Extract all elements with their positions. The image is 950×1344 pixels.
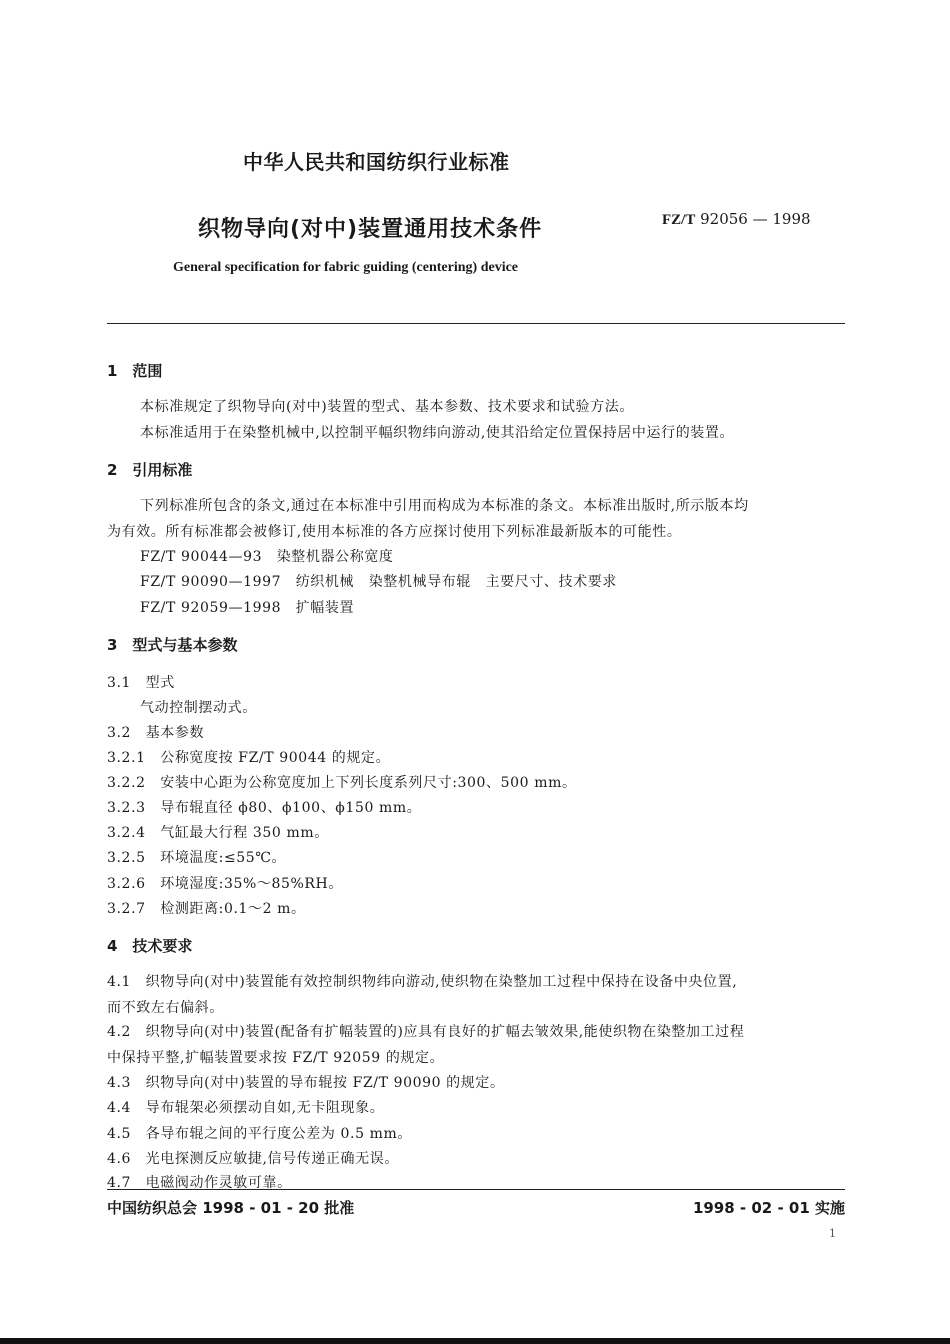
- footer-divider: [107, 1189, 845, 1190]
- clause-4-6: 4.6 光电探测反应敏捷,信号传递正确无误。: [107, 1151, 399, 1167]
- clause-3-1-text: 气动控制摆动式。: [140, 700, 257, 716]
- clause-3-2-3: 3.2.3 导布辊直径 ϕ80、ϕ100、ϕ150 mm。: [107, 800, 422, 816]
- reference-standard-3: FZ/T 92059—1998 扩幅装置: [140, 600, 355, 616]
- clause-4-1-line-1: 4.1 织物导向(对中)装置能有效控制织物纬向游动,使织物在染整加工过程中保持在设备中央位置,: [107, 974, 738, 990]
- reference-standard-2: FZ/T 90090—1997 纺织机械 染整机械导布辊 主要尺寸、技术要求: [140, 574, 617, 590]
- clause-3-2-2: 3.2.2 安装中心距为公称宽度加上下列长度系列尺寸:300、500 mm。: [107, 775, 577, 791]
- section-4-heading: 4 技术要求: [107, 937, 193, 955]
- page-number: 1: [829, 1227, 836, 1240]
- clause-3-2-5: 3.2.5 环境温度:≤55℃。: [107, 850, 287, 866]
- standard-body-title: 中华人民共和国纺织行业标准: [243, 150, 510, 174]
- clause-3-2-7: 3.2.7 检测距离:0.1～2 m。: [107, 901, 306, 917]
- section-2-paragraph-line-2: 为有效。所有标准都会被修订,使用本标准的各方应探讨使用下列标准最新版本的可能性。: [107, 524, 682, 540]
- standard-number: 92056 — 1998: [700, 210, 811, 228]
- clause-4-5: 4.5 各导布辊之间的平行度公差为 0.5 mm。: [107, 1126, 412, 1142]
- effective-date: 1998 - 02 - 01 实施: [692, 1199, 845, 1217]
- clause-3-1: 3.1 型式: [107, 675, 175, 691]
- clause-4-2-line-2: 中保持平整,扩幅装置要求按 FZ/T 92059 的规定。: [107, 1050, 445, 1066]
- clause-3-2-4: 3.2.4 气缸最大行程 350 mm。: [107, 825, 329, 841]
- scan-edge: [0, 1338, 950, 1344]
- clause-3-2-6: 3.2.6 环境湿度:35%～85%RH。: [107, 876, 343, 892]
- document-title-en: General specification for fabric guiding (centering) device: [173, 260, 519, 275]
- clause-4-2-line-1: 4.2 织物导向(对中)装置(配备有扩幅装置的)应具有良好的扩幅去皱效果,能使织物在染整加工过程: [107, 1024, 745, 1040]
- header-divider: [107, 323, 845, 324]
- clause-3-2: 3.2 基本参数: [107, 725, 205, 741]
- section-1-paragraph-2: 本标准适用于在染整机械中,以控制平幅织物纬向游动,使其沿给定位置保持居中运行的装置。: [140, 425, 735, 441]
- standard-code: [662, 210, 811, 229]
- section-3-heading: 3 型式与基本参数: [107, 636, 238, 654]
- clause-3-2-1: 3.2.1 公称宽度按 FZ/T 90044 的规定。: [107, 750, 391, 766]
- clause-4-3: 4.3 织物导向(对中)装置的导布辊按 FZ/T 90090 的规定。: [107, 1075, 505, 1091]
- clause-4-7: 4.7 电磁阀动作灵敏可靠。: [107, 1175, 292, 1191]
- section-2-paragraph-line-1: 下列标准所包含的条文,通过在本标准中引用而构成为本标准的条文。本标准出版时,所示版本均: [140, 498, 749, 514]
- section-2-heading: 2 引用标准: [107, 461, 193, 479]
- section-1-heading: 1 范围: [107, 362, 163, 380]
- standard-prefix: FZ/T: [662, 212, 696, 228]
- approval-date: 中国纺织总会 1998 - 01 - 20 批准: [107, 1199, 355, 1217]
- clause-4-1-line-2: 而不致左右偏斜。: [107, 1000, 224, 1016]
- section-1-paragraph-1: 本标准规定了织物导向(对中)装置的型式、基本参数、技术要求和试验方法。: [140, 399, 634, 415]
- document-title-cn: 织物导向(对中)装置通用技术条件: [198, 217, 543, 242]
- clause-4-4: 4.4 导布辊架必须摆动自如,无卡阻现象。: [107, 1100, 385, 1116]
- reference-standard-1: FZ/T 90044—93 染整机器公称宽度: [140, 549, 394, 565]
